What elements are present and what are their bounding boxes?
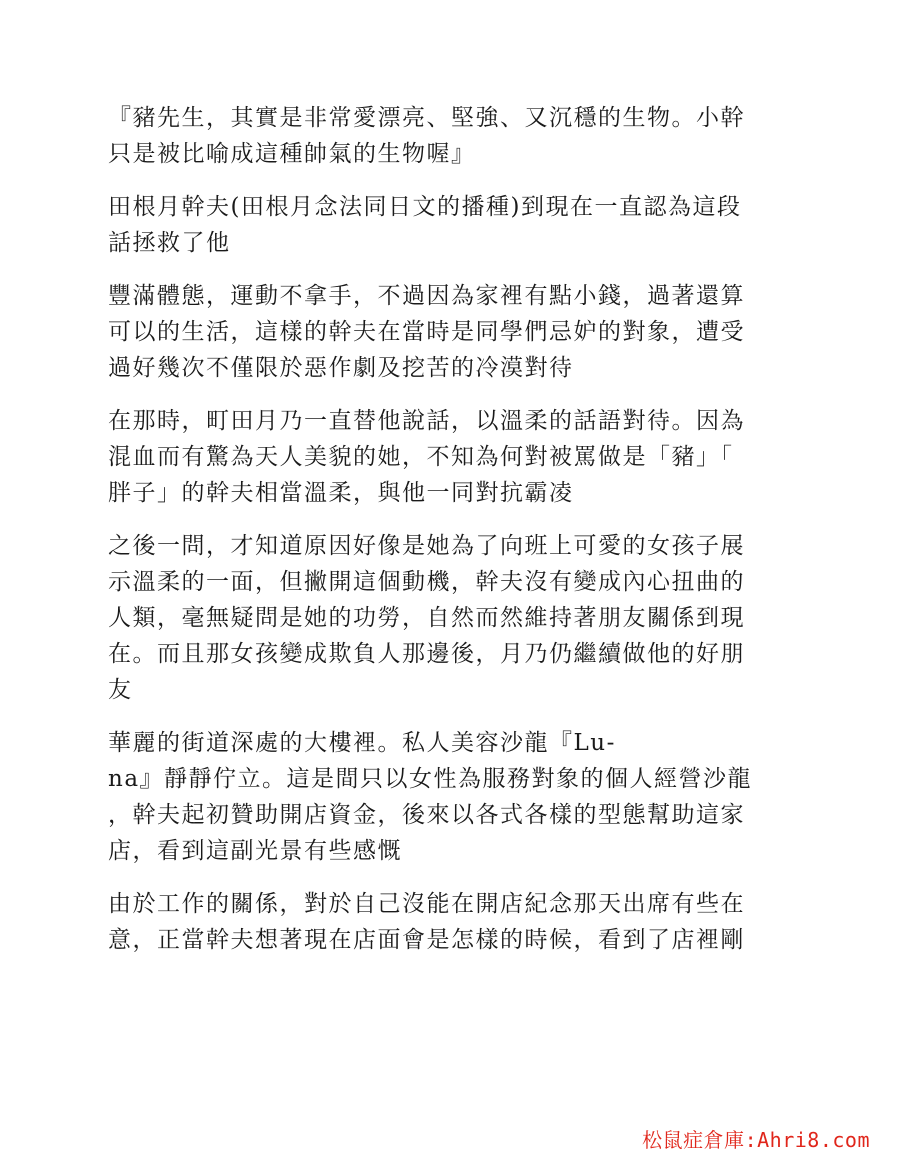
text-line: 店，看到這副光景有些感慨: [108, 838, 402, 864]
text-line: 示溫柔的一面，但撇開這個動機，幹夫沒有變成內心扭曲的: [108, 569, 745, 595]
text-line: 友: [108, 677, 133, 703]
watermark: 松鼠症倉庫:Ahri8.com: [642, 1128, 870, 1152]
text-line: 在。而且那女孩變成欺負人那邊後，月乃仍繼續做他的好朋: [108, 641, 745, 667]
text-line: 胖子」的幹夫相當溫柔，與他一同對抗霸凌: [108, 480, 574, 506]
text-line: 人類，毫無疑問是她的功勞，自然而然維持著朋友關係到現: [108, 605, 745, 631]
text-line: 在那時，町田月乃一直替他說話，以溫柔的話語對待。因為: [108, 408, 745, 434]
paragraph-1: [108, 100, 800, 172]
text-line: 田根月幹夫(田根月念法同日文的播種)到現在一直認為這段: [108, 194, 742, 220]
paragraph-2: [108, 189, 800, 261]
text-line: na』靜靜佇立。這是間只以女性為服務對象的個人經營沙龍: [108, 766, 753, 792]
text-line: 之後一問，才知道原因好像是她為了向班上可愛的女孩子展: [108, 533, 745, 559]
paragraph-6: [108, 725, 800, 869]
text-line: 華麗的街道深處的大樓裡。私人美容沙龍『Lu-: [108, 730, 616, 756]
text-line: 只是被比喻成這種帥氣的生物喔』: [108, 141, 476, 167]
text-line: 混血而有驚為天人美貌的她，不知為何對被罵做是「豬」「: [108, 444, 734, 470]
document-body: [108, 100, 800, 975]
text-line: ，幹夫起初贊助開店資金，後來以各式各樣的型態幫助這家: [108, 802, 745, 828]
text-line: 話拯救了他: [108, 230, 231, 256]
paragraph-3: [108, 278, 800, 386]
paragraph-5: [108, 528, 800, 708]
paragraph-7: [108, 886, 800, 958]
text-line: 可以的生活，這樣的幹夫在當時是同學們忌妒的對象，遭受: [108, 319, 745, 345]
text-line: 由於工作的關係，對於自己沒能在開店紀念那天出席有些在: [108, 891, 745, 917]
text-line: 過好幾次不僅限於惡作劇及挖苦的冷漠對待: [108, 355, 574, 381]
text-line: 『豬先生，其實是非常愛漂亮、堅強、又沉穩的生物。小幹: [108, 105, 745, 131]
text-line: 意，正當幹夫想著現在店面會是怎樣的時候，看到了店裡剛: [108, 927, 745, 953]
paragraph-4: [108, 403, 800, 511]
text-line: 豐滿體態，運動不拿手，不過因為家裡有點小錢，過著還算: [108, 283, 745, 309]
